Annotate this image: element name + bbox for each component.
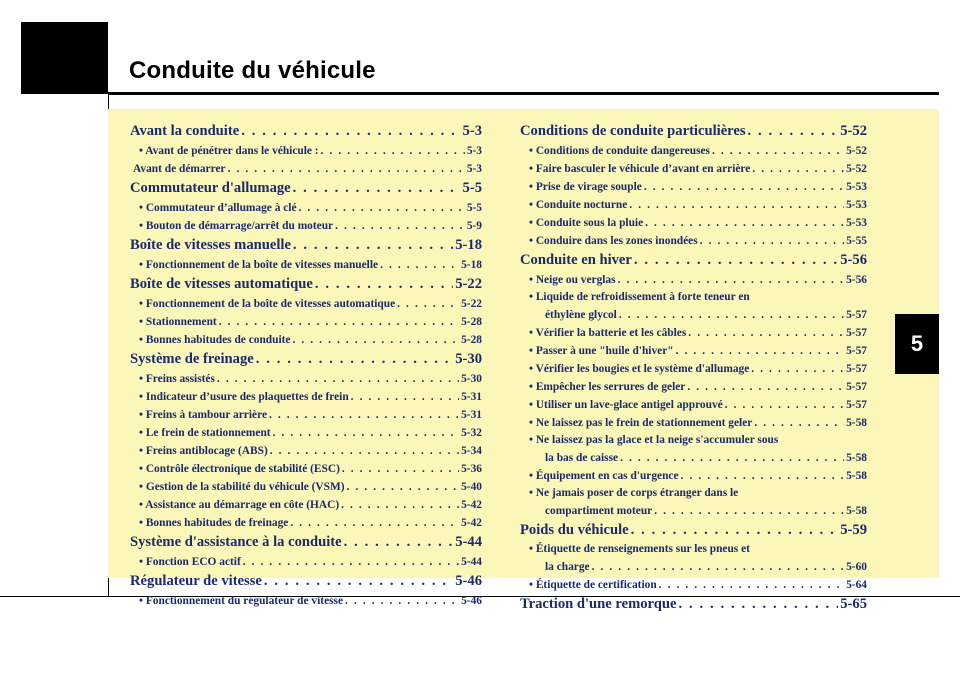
toc-entry-label: Poids du véhicule [520, 522, 629, 538]
toc-entry-sub[interactable] [130, 388, 482, 406]
toc-page-number: 5-9 [466, 220, 482, 232]
toc-leader-dots [629, 196, 844, 214]
page-title: Conduite du véhicule [129, 57, 376, 84]
toc-entry-sub[interactable] [520, 449, 867, 467]
toc-entry-label: • Vérifier les bougies et le système d'allumage [529, 363, 750, 375]
toc-entry-label: Avant la conduite [130, 123, 240, 139]
toc-entry-sub[interactable] [130, 160, 482, 178]
toc-leader-dots [700, 232, 844, 250]
toc-leader-dots [219, 313, 459, 331]
toc-leader-dots [293, 178, 461, 199]
toc-entry-sub[interactable] [520, 414, 867, 432]
toc-entry-section[interactable] [130, 121, 482, 142]
chapter-tab[interactable]: 5 [895, 314, 939, 374]
toc-page-number: 5-30 [461, 373, 482, 385]
toc-page-number: 5-34 [461, 445, 482, 457]
toc-leader-dots [634, 250, 838, 271]
toc-leader-dots [341, 496, 459, 514]
toc-leader-dots [345, 592, 459, 610]
toc-page-number: 5-36 [461, 463, 482, 475]
toc-page-number: 5-42 [461, 499, 482, 511]
toc-entry-label: la charge [545, 561, 590, 573]
toc-page-number: 5-28 [461, 316, 482, 328]
toc-entry-label: • Le frein de stationnement [139, 427, 271, 439]
toc-leader-dots [228, 160, 465, 178]
toc-page-number: 5-5 [462, 180, 482, 196]
toc-page-number: 5-58 [846, 452, 867, 464]
toc-page-number: 5-65 [840, 596, 867, 612]
toc-entry-label: Avant de démarrer [133, 163, 226, 175]
toc-leader-dots [687, 378, 844, 396]
toc-entry-sub[interactable] [520, 342, 867, 360]
toc-entry-label: • Fonctionnement de la boîte de vitesses manuelle [139, 259, 379, 271]
toc-entry-label: éthylène glycol [545, 309, 617, 321]
toc-page-number: 5-57 [846, 309, 867, 321]
toc-leader-dots [321, 142, 465, 160]
toc-leader-dots [243, 553, 459, 571]
toc-entry-label: Commutateur d'allumage [130, 180, 291, 196]
toc-page-number: 5-46 [455, 573, 482, 589]
toc-page-number: 5-40 [461, 481, 482, 493]
toc-entry-label: • Faire basculer le véhicule d’avant en arrière [529, 163, 751, 175]
toc-leader-dots [269, 406, 459, 424]
toc-entry-sub[interactable] [130, 295, 482, 313]
toc-page-number: 5-28 [461, 334, 482, 346]
toc-page-number: 5-52 [846, 163, 867, 175]
toc-leader-dots [681, 467, 845, 485]
toc-entry-label: • Bonnes habitudes de freinage [139, 517, 289, 529]
toc-entry-sub[interactable] [130, 460, 482, 478]
toc-page-number: 5-53 [846, 199, 867, 211]
toc-entry-label: • Bonnes habitudes de conduite [139, 334, 291, 346]
toc-entry-label: Conduite en hiver [520, 252, 632, 268]
toc-leader-dots [752, 160, 844, 178]
toc-page-number: 5-32 [461, 427, 482, 439]
toc-entry-label: Système de freinage [130, 351, 254, 367]
toc-entry-label: Conditions de conduite particulières [520, 123, 746, 139]
toc-entry-sub[interactable] [520, 306, 867, 324]
toc-page-number: 5-57 [846, 327, 867, 339]
toc-leader-dots [217, 370, 459, 388]
toc-page-number: 5-31 [461, 391, 482, 403]
title-rule [108, 92, 939, 95]
toc-leader-dots [659, 576, 844, 594]
toc-leader-dots [631, 520, 839, 541]
toc-entry-label: • Équipement en cas d'urgence [529, 470, 679, 482]
toc-entry-sub[interactable] [130, 256, 482, 274]
toc-entry-section[interactable] [520, 250, 867, 271]
toc-entry-label: • Freins antiblocage (ABS) [139, 445, 268, 457]
toc-entry-label: • Commutateur d’allumage à clé [139, 202, 297, 214]
toc-page-number: 5-30 [455, 351, 482, 367]
toc-entry-label: • Empêcher les serrures de geler [529, 381, 686, 393]
toc-page-number: 5-58 [846, 417, 867, 429]
toc-entry-label: • Conduite sous la pluie [529, 217, 644, 229]
toc-page-number: 5-56 [846, 274, 867, 286]
toc-page-number: 5-57 [846, 363, 867, 375]
toc-page-number: 5-53 [846, 217, 867, 229]
toc-entry-label: • Conditions de conduite dangereuses [529, 145, 710, 157]
toc-leader-dots [290, 514, 459, 532]
toc-entry-label: • Assistance au démarrage en côte (HAC) [139, 499, 340, 511]
toc-entry-section[interactable] [130, 571, 482, 592]
toc-page-number: 5-44 [455, 534, 482, 550]
toc-leader-dots [748, 121, 839, 142]
toc-page-number: 5-3 [466, 145, 482, 157]
toc-leader-dots [241, 121, 460, 142]
toc-leader-dots [644, 178, 844, 196]
toc-entry-sub[interactable] [130, 406, 482, 424]
toc-page-number: 5-22 [461, 298, 482, 310]
toc-entry-label: compartiment moteur [545, 505, 653, 517]
toc-leader-dots [347, 478, 460, 496]
toc-entry-sub[interactable] [130, 142, 482, 160]
toc-entry-sub[interactable] [130, 331, 482, 349]
toc-entry-sub[interactable] [520, 324, 867, 342]
toc-column-right [520, 121, 867, 615]
toc-entry-sub[interactable] [130, 553, 482, 571]
toc-entry-label: • Bouton de démarrage/arrêt du moteur [139, 220, 334, 232]
toc-entry-label: • Étiquette de certification [529, 579, 657, 591]
toc-entry-label: • Ne laissez pas le frein de stationnement geler [529, 417, 753, 429]
toc-entry-sub[interactable] [130, 217, 482, 235]
toc-entry-sub[interactable] [130, 313, 482, 331]
toc-leader-dots [754, 414, 844, 432]
toc-entry-label: • Stationnement [139, 316, 217, 328]
toc-entry-label: • Conduire dans les zones inondées [529, 235, 698, 247]
toc-entry-section[interactable] [130, 235, 482, 256]
toc-entry-sub[interactable] [130, 370, 482, 388]
toc-leader-dots [344, 532, 454, 553]
toc-leader-dots [315, 274, 453, 295]
toc-leader-dots [645, 214, 844, 232]
toc-leader-dots [256, 349, 453, 370]
toc-page-number: 5-31 [461, 409, 482, 421]
toc-page-number: 5-44 [461, 556, 482, 568]
toc-entry-label: • Neige ou verglas [529, 274, 616, 286]
toc-leader-dots [292, 331, 459, 349]
toc-entry-wrapped-label[interactable]: • Ne laissez pas la glace et la neige s'accumuler sous [529, 434, 779, 446]
toc-page-number: 5-56 [840, 252, 867, 268]
toc-entry-label: • Fonctionnement du régulateur de vitesse [139, 595, 344, 607]
toc-leader-dots [678, 594, 838, 615]
toc-entry-section[interactable] [130, 349, 482, 370]
toc-entry-sub[interactable] [520, 160, 867, 178]
toc-entry-sub[interactable] [520, 396, 867, 414]
toc-page-number: 5-3 [466, 163, 482, 175]
toc-entry-label: Boîte de vitesses automatique [130, 276, 313, 292]
toc-entry-sub[interactable] [130, 496, 482, 514]
toc-entry-label: • Freins à tambour arrière [139, 409, 267, 421]
toc-leader-dots [351, 388, 459, 406]
toc-entry-label: • Utiliser un lave-glace antigel approuvé [529, 399, 723, 411]
toc-leader-dots [264, 571, 453, 592]
toc-entry-sub[interactable] [130, 199, 482, 217]
toc-entry-section[interactable] [130, 178, 482, 199]
toc-entry-sub[interactable] [520, 142, 867, 160]
toc-entry-section[interactable] [130, 532, 482, 553]
toc-leader-dots [620, 449, 844, 467]
toc-page-number: 5-46 [461, 595, 482, 607]
toc-leader-dots [335, 217, 465, 235]
toc-entry-sub[interactable] [520, 271, 867, 289]
toc-leader-dots [712, 142, 844, 160]
toc-leader-dots [688, 324, 844, 342]
toc-page-number: 5-57 [846, 381, 867, 393]
toc-entry-label: • Avant de pénétrer dans le véhicule : [139, 145, 319, 157]
toc-page-number: 5-57 [846, 399, 867, 411]
toc-leader-dots [299, 199, 465, 217]
toc-page-number: 5-64 [846, 579, 867, 591]
toc-page-number: 5-53 [846, 181, 867, 193]
toc-entry-sub[interactable] [520, 360, 867, 378]
toc-leader-dots [380, 256, 459, 274]
toc-entry-wrapped-label[interactable]: • Étiquette de renseignements sur les pneus et [529, 543, 750, 555]
toc-entry-section[interactable] [520, 594, 867, 615]
toc-page-number: 5-18 [455, 237, 482, 253]
toc-leader-dots [619, 306, 844, 324]
toc-entry-label: • Gestion de la stabilité du véhicule (VSM) [139, 481, 345, 493]
toc-entry-label: • Fonctionnement de la boîte de vitesses automatique [139, 298, 396, 310]
toc-leader-dots [270, 442, 459, 460]
toc-page-number: 5-5 [466, 202, 482, 214]
toc-entry-sub[interactable] [520, 214, 867, 232]
toc-entry-label: • Contrôle électronique de stabilité (ESC) [139, 463, 340, 475]
toc-page-number: 5-42 [461, 517, 482, 529]
toc-entry-wrapped-label[interactable]: • Ne jamais poser de corps étranger dans le [529, 487, 739, 499]
toc-leader-dots [293, 235, 453, 256]
toc-entry-sub[interactable] [520, 576, 867, 594]
toc-entry-label: Boîte de vitesses manuelle [130, 237, 291, 253]
toc-entry-sub[interactable] [130, 592, 482, 610]
toc-entry-sub[interactable] [520, 467, 867, 485]
toc-leader-dots [751, 360, 844, 378]
toc-entry-sub[interactable] [520, 232, 867, 250]
toc-leader-dots [592, 558, 845, 576]
toc-page-number: 5-58 [846, 505, 867, 517]
toc-entry-label: • Freins assistés [139, 373, 215, 385]
toc-page-number: 5-52 [840, 123, 867, 139]
toc-entry-label: • Indicateur d’usure des plaquettes de frein [139, 391, 349, 403]
toc-leader-dots [676, 342, 845, 360]
toc-entry-sub[interactable] [130, 424, 482, 442]
toc-entry-sub[interactable] [130, 478, 482, 496]
toc-entry-label: • Passer à une "huile d'hiver" [529, 345, 674, 357]
toc-entry-label: • Vérifier la batterie et les câbles [529, 327, 687, 339]
toc-page-number: 5-58 [846, 470, 867, 482]
toc-entry-section[interactable] [520, 520, 867, 541]
toc-entry-label: • Conduite nocturne [529, 199, 628, 211]
toc-page-number: 5-22 [455, 276, 482, 292]
toc-entry-sub[interactable] [520, 558, 867, 576]
toc-page-number: 5-60 [846, 561, 867, 573]
toc-entry-sub[interactable] [520, 196, 867, 214]
toc-entry-label: la bas de caisse [545, 452, 619, 464]
toc-entry-section[interactable] [520, 121, 867, 142]
toc-entry-sub[interactable] [130, 442, 482, 460]
toc-page-number: 5-59 [840, 522, 867, 538]
toc-leader-dots [654, 502, 844, 520]
toc-leader-dots [342, 460, 459, 478]
toc-entry-label: Régulateur de vitesse [130, 573, 262, 589]
corner-black-tab [21, 22, 108, 94]
toc-leader-dots [273, 424, 460, 442]
toc-entry-sub[interactable] [520, 502, 867, 520]
toc-entry-sub[interactable] [520, 378, 867, 396]
toc-leader-dots [397, 295, 459, 313]
toc-entry-label: • Prise de virage souple [529, 181, 642, 193]
toc-page-number: 5-52 [846, 145, 867, 157]
toc-page-number: 5-18 [461, 259, 482, 271]
toc-entry-label: • Fonction ECO actif [139, 556, 241, 568]
toc-entry-sub[interactable] [130, 514, 482, 532]
toc-entry-label: Système d'assistance à la conduite [130, 534, 342, 550]
toc-entry-section[interactable] [130, 274, 482, 295]
toc-page-number: 5-3 [462, 123, 482, 139]
toc-leader-dots [725, 396, 844, 414]
toc-page-number: 5-57 [846, 345, 867, 357]
toc-leader-dots [618, 271, 845, 289]
toc-page-number: 5-55 [846, 235, 867, 247]
toc-column-left [130, 121, 482, 610]
toc-entry-wrapped-label[interactable]: • Liquide de refroidissement à forte teneur en [529, 291, 750, 303]
toc-entry-sub[interactable] [520, 178, 867, 196]
toc-entry-label: Traction d'une remorque [520, 596, 677, 612]
